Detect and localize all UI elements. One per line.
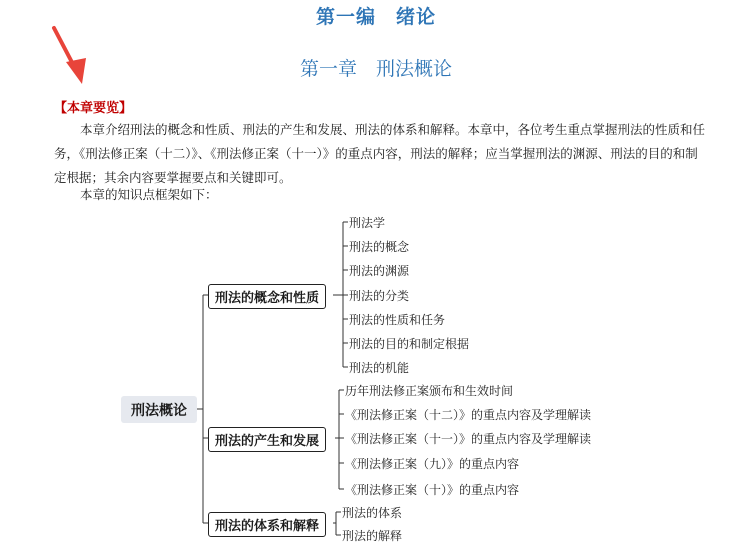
intro-paragraph: 本章介绍刑法的概念和性质、刑法的产生和发展、刑法的体系和解释。本章中，各位考生重点掌握刑法的性质和任务，《刑法修正案（十二）》、《刑法修正案（十一）》的重点内容，刑法的解释；应当掌握刑法的渊源、刑法的目的和制定根据；其余内容要掌握要点和关键即可。 <box>54 122 706 185</box>
mindmap-leaf: 刑法的分类 <box>349 289 410 303</box>
framework-intro: 本章的知识点框架如下： <box>80 187 218 202</box>
mindmap-root: 刑法概论 <box>121 396 197 423</box>
section-tag: 【本章要览】 <box>54 101 133 116</box>
mindmap-leaf: 刑法的渊源 <box>349 264 410 278</box>
mindmap-leaf: 刑法的概念 <box>349 240 410 254</box>
mindmap-leaf: 历年刑法修正案颁布和生效时间 <box>345 384 514 398</box>
chapter-title: 第一章 刑法概论 <box>299 58 452 80</box>
part-title: 第一编 绪论 <box>315 6 436 28</box>
mindmap-leaf: 刑法的解释 <box>342 529 403 543</box>
mindmap-leaf: 《刑法修正案（十一）》的重点内容及学理解读 <box>345 432 592 446</box>
mindmap-leaf: 刑法的目的和制定根据 <box>349 337 470 351</box>
mindmap-leaf: 《刑法修正案（九）》的重点内容 <box>345 457 520 471</box>
mindmap-leaf: 《刑法修正案（十）》的重点内容 <box>345 483 520 497</box>
mindmap-leaf: 《刑法修正案（十二）》的重点内容及学理解读 <box>345 408 592 422</box>
mindmap-branch: 刑法的概念和性质 <box>208 284 326 309</box>
mindmap-leaf: 刑法的性质和任务 <box>349 313 446 327</box>
mindmap-leaf: 刑法学 <box>349 216 386 230</box>
mindmap-leaf: 刑法的体系 <box>342 506 403 520</box>
mindmap-branch: 刑法的产生和发展 <box>208 427 326 452</box>
mindmap-leaf: 刑法的机能 <box>349 361 410 375</box>
mindmap-branch: 刑法的体系和解释 <box>208 512 326 537</box>
